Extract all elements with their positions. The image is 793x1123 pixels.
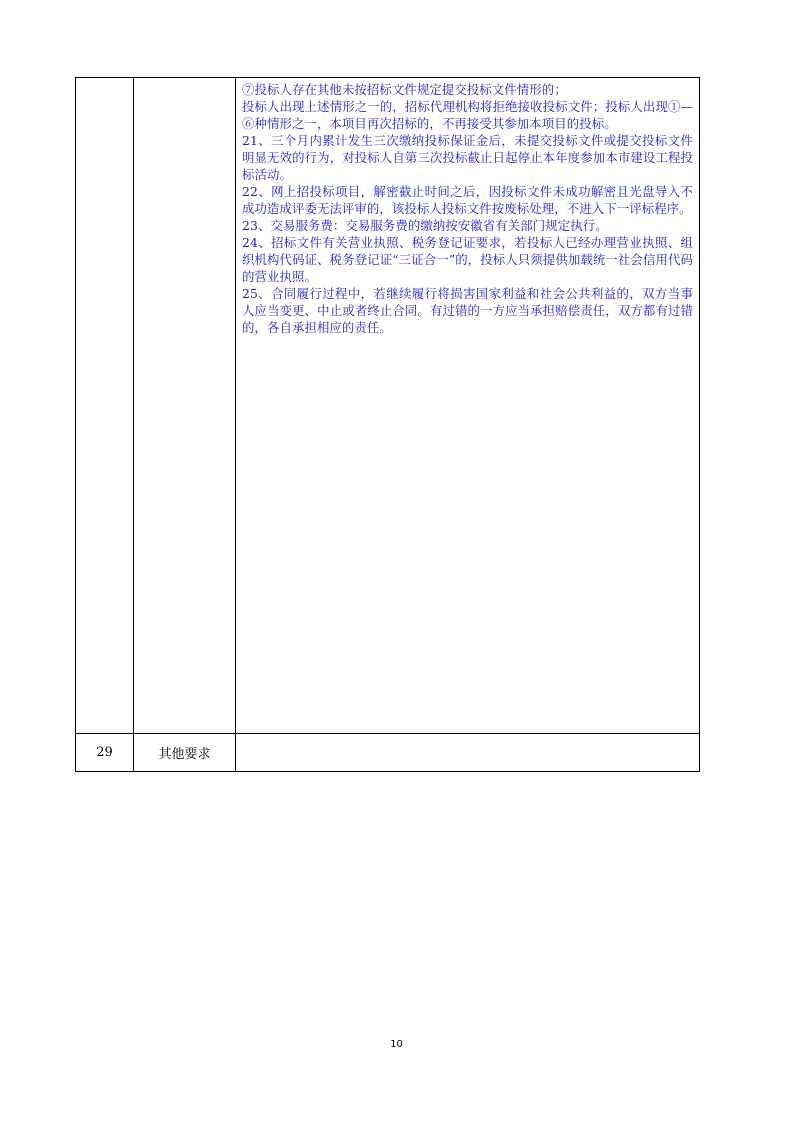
requirements-table <box>75 77 700 772</box>
row-content-cell <box>236 78 700 734</box>
content-paragraph: 23、交易服务费：交易服务费的缴纳按安徽省有关部门规定执行。 <box>242 218 608 233</box>
page-number: 10 <box>390 1039 403 1050</box>
table-row <box>76 734 700 772</box>
row-item-cell <box>134 78 236 734</box>
content-paragraph: 投标人出现上述情形之一的，招标代理机构将拒绝接收投标文件；投标人出现①—⑥种情形之一，本项目再次招标的，不再接受其参加本项目的投标。 <box>242 99 693 131</box>
row-number-cell <box>76 78 134 734</box>
row-item-cell: 其他要求 <box>134 734 236 772</box>
row-number-cell: 29 <box>76 734 134 772</box>
row-content-cell <box>236 734 700 772</box>
content-paragraph: 22、网上招投标项目，解密截止时间之后，因投标文件未成功解密且光盘导入不成功造成评委无法评审的，该投标人投标文件按废标处理，不进入下一评标程序。 <box>242 184 693 216</box>
content-paragraph: 24、招标文件有关营业执照、税务登记证要求，若投标人已经办理营业执照、组织机构代码证、税务登记证“三证合一”的，投标人只须提供加载统一社会信用代码的营业执照。 <box>242 235 693 284</box>
content-paragraph: 21、三个月内累计发生三次缴纳投标保证金后，未提交投标文件或提交投标文件明显无效的行为，对投标人自第三次投标截止日起停止本年度参加本市建设工程投标活动。 <box>242 133 693 182</box>
table-row <box>76 78 700 734</box>
content-paragraph: ⑦投标人存在其他未按招标文件规定提交投标文件情形的； <box>242 82 567 97</box>
content-paragraph: 25、合同履行过程中，若继续履行将损害国家利益和社会公共利益的，双方当事人应当变更、中止或者终止合同。有过错的一方应当承担赔偿责任，双方都有过错的，各自承担相应的责任。 <box>242 286 693 335</box>
